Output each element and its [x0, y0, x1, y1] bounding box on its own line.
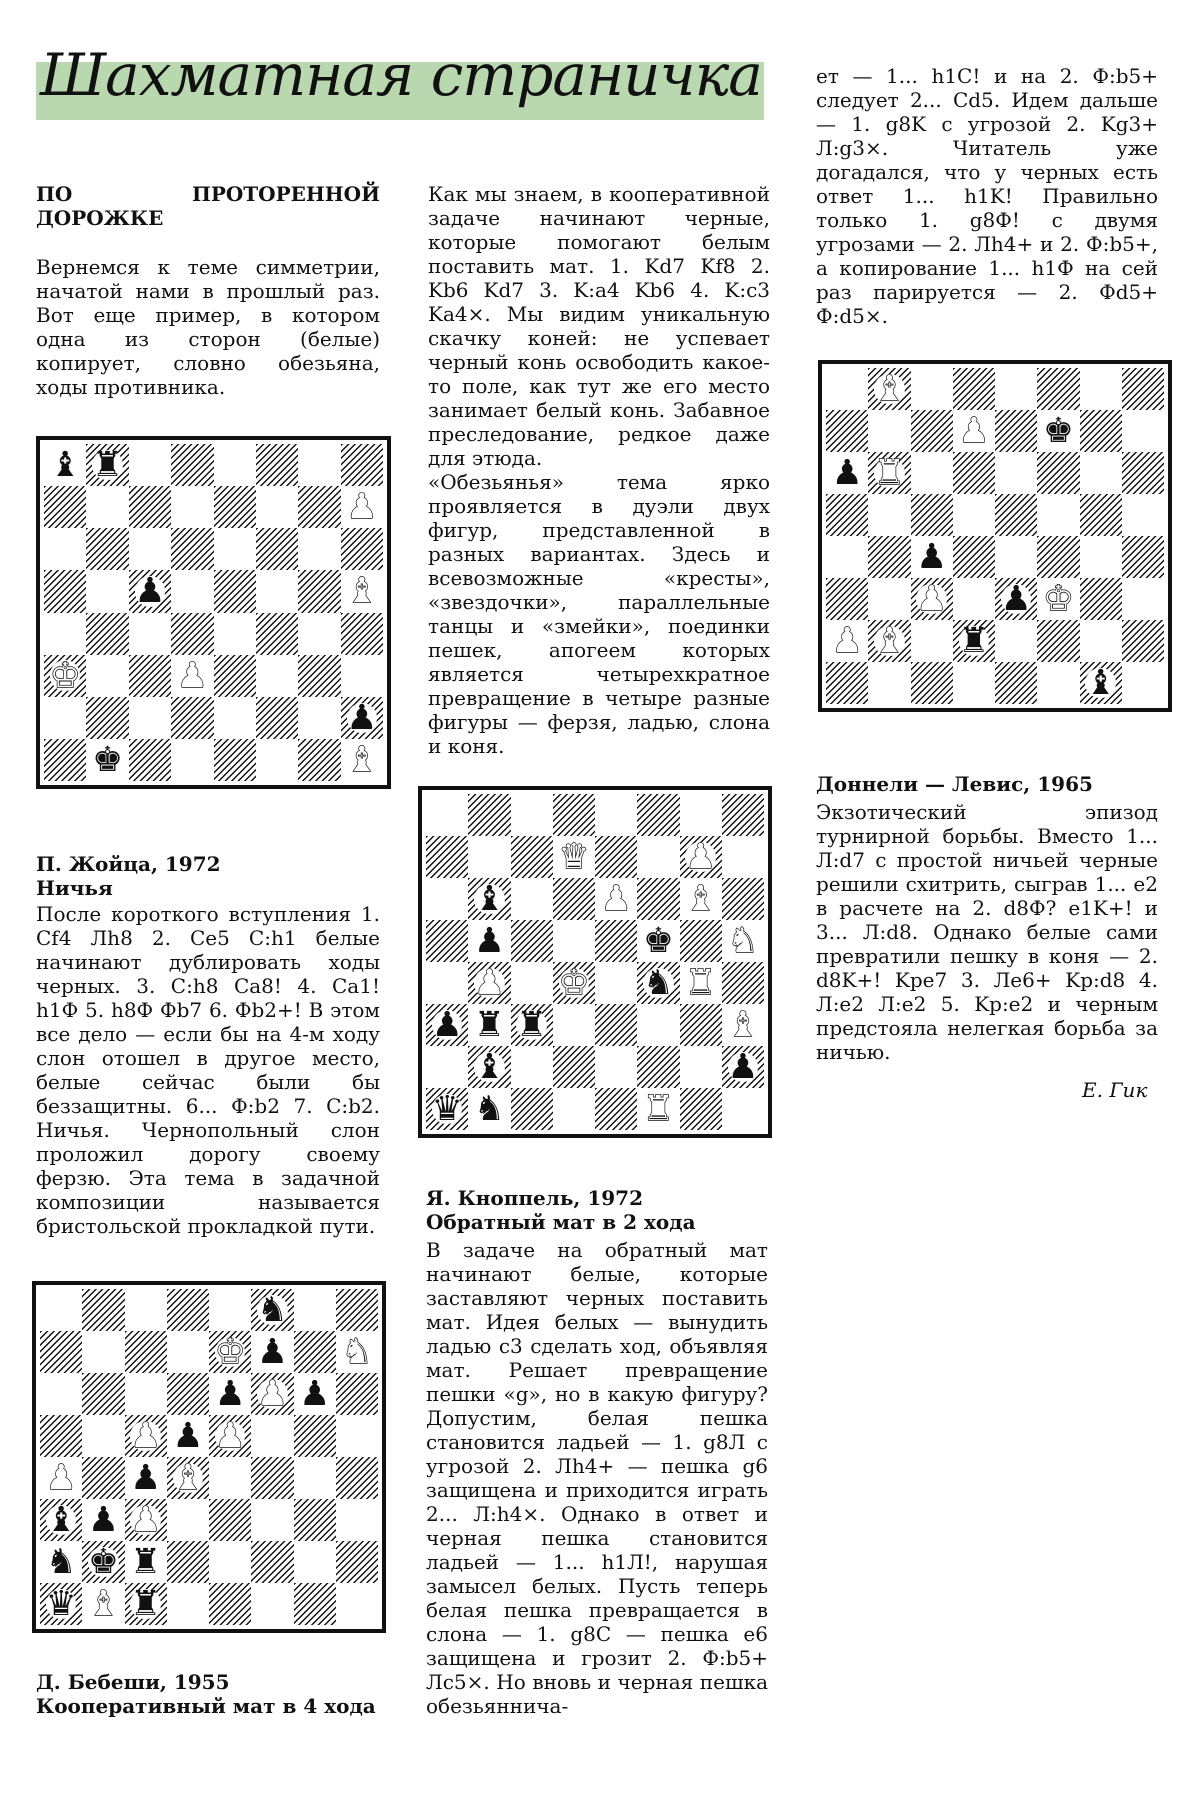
white-pawn-h7-icon: ♟ — [346, 487, 378, 528]
chess-board-knoppel — [418, 786, 772, 1138]
white-pawn-e6-icon: ♟ — [600, 879, 632, 919]
author-signature: Е. Гик — [1082, 1078, 1148, 1102]
square-g3 — [298, 655, 340, 697]
white-king-d4-icon: ♚ — [558, 963, 590, 1003]
chess-board-bebeshi — [32, 1281, 386, 1633]
caption-author-bebeshi: Д. Бебеши, 1955 — [36, 1670, 230, 1694]
white-pawn-a2-icon: ♟ — [831, 621, 863, 661]
square-b6 — [86, 528, 128, 570]
white-bishop-b1-icon: ♝ — [87, 1584, 119, 1624]
square-b3 — [868, 578, 910, 620]
square-e3 — [595, 1004, 637, 1046]
square-a5 — [426, 920, 468, 962]
square-h8 — [1122, 368, 1164, 410]
square-d6 — [167, 1373, 209, 1415]
black-pawn-b3-icon: ♟ — [87, 1500, 119, 1540]
square-d3 — [953, 578, 995, 620]
square-b4 — [86, 613, 128, 655]
black-knight-b1-icon: ♞ — [473, 1089, 505, 1129]
square-e5 — [995, 494, 1037, 536]
square-a1 — [826, 662, 868, 704]
square-b4 — [82, 1457, 124, 1499]
white-pawn-a4-icon: ♟ — [45, 1458, 77, 1498]
square-g3 — [1080, 578, 1122, 620]
black-pawn-f7-icon: ♟ — [256, 1332, 288, 1372]
square-e2 — [209, 1541, 251, 1583]
square-d3 — [553, 1004, 595, 1046]
square-c6 — [511, 878, 553, 920]
square-a8 — [426, 794, 468, 836]
square-h3 — [341, 655, 383, 697]
square-c8 — [511, 794, 553, 836]
square-e8 — [995, 368, 1037, 410]
square-d1 — [167, 1583, 209, 1625]
square-h6 — [341, 528, 383, 570]
square-g5 — [680, 920, 722, 962]
square-f3 — [256, 655, 298, 697]
square-e6 — [995, 452, 1037, 494]
square-h8 — [722, 794, 764, 836]
square-e8 — [595, 794, 637, 836]
white-pawn-c5-icon: ♟ — [130, 1416, 162, 1456]
square-e5 — [595, 920, 637, 962]
square-f1 — [1037, 662, 1079, 704]
square-d6 — [171, 528, 213, 570]
square-f8 — [256, 444, 298, 486]
square-d3 — [167, 1499, 209, 1541]
square-c1 — [129, 739, 171, 781]
square-d4 — [171, 613, 213, 655]
square-a7 — [40, 1331, 82, 1373]
white-king-e7-icon: ♚ — [214, 1332, 246, 1372]
black-bishop-b2-icon: ♝ — [473, 1047, 505, 1087]
square-a5 — [826, 494, 868, 536]
square-d5 — [953, 494, 995, 536]
chess-board-donnelly — [818, 360, 1172, 712]
white-bishop-h3-icon: ♝ — [727, 1005, 759, 1045]
square-a5 — [40, 1415, 82, 1457]
square-e8 — [214, 444, 256, 486]
square-a7 — [44, 486, 86, 528]
square-g6 — [298, 528, 340, 570]
white-bishop-h5-icon: ♝ — [346, 571, 378, 612]
square-c8 — [129, 444, 171, 486]
square-c5 — [511, 920, 553, 962]
square-e1 — [214, 739, 256, 781]
square-a5 — [44, 570, 86, 612]
square-g4 — [294, 1457, 336, 1499]
square-e1 — [209, 1583, 251, 1625]
black-rook-c2-icon: ♜ — [130, 1542, 162, 1582]
square-f2 — [251, 1541, 293, 1583]
square-g5 — [1080, 494, 1122, 536]
white-king-f3-icon: ♚ — [1042, 579, 1074, 619]
square-b5 — [82, 1415, 124, 1457]
square-a4 — [44, 613, 86, 655]
square-e6 — [214, 528, 256, 570]
caption-author-zhoica: П. Жойца, 1972 — [36, 852, 221, 876]
square-h5 — [1122, 494, 1164, 536]
white-queen-d7-icon: ♛ — [558, 837, 590, 877]
black-queen-a1-icon: ♛ — [431, 1089, 463, 1129]
square-f3 — [251, 1499, 293, 1541]
square-f6 — [256, 528, 298, 570]
square-f2 — [637, 1046, 679, 1088]
white-pawn-c3-icon: ♟ — [130, 1500, 162, 1540]
square-b8 — [82, 1289, 124, 1331]
square-c1 — [911, 662, 953, 704]
square-e7 — [995, 410, 1037, 452]
square-c3 — [129, 655, 171, 697]
square-f6 — [637, 878, 679, 920]
black-knight-f4-icon: ♞ — [642, 963, 674, 1003]
square-c2 — [129, 697, 171, 739]
square-h7 — [1122, 410, 1164, 452]
black-pawn-a6-icon: ♟ — [831, 453, 863, 493]
square-b7 — [868, 410, 910, 452]
square-c4 — [129, 613, 171, 655]
white-bishop-g6-icon: ♝ — [685, 879, 717, 919]
square-c6 — [911, 452, 953, 494]
square-b2 — [86, 697, 128, 739]
square-e8 — [209, 1289, 251, 1331]
square-b8 — [468, 794, 510, 836]
white-pawn-g7-icon: ♟ — [685, 837, 717, 877]
square-c1 — [511, 1088, 553, 1130]
square-e7 — [214, 486, 256, 528]
square-c8 — [125, 1289, 167, 1331]
page-title: Шахматная страничка — [40, 41, 762, 109]
square-d1 — [553, 1088, 595, 1130]
square-h6 — [1122, 452, 1164, 494]
square-f5 — [256, 570, 298, 612]
black-pawn-d5-icon: ♟ — [172, 1416, 204, 1456]
square-a2 — [426, 1046, 468, 1088]
black-king-f5-icon: ♚ — [642, 921, 674, 961]
square-d7 — [167, 1331, 209, 1373]
black-pawn-c4-icon: ♟ — [130, 1458, 162, 1498]
square-g1 — [680, 1088, 722, 1130]
black-pawn-g6-icon: ♟ — [299, 1374, 331, 1414]
white-pawn-f6-icon: ♟ — [256, 1374, 288, 1414]
square-a3 — [826, 578, 868, 620]
square-f1 — [251, 1583, 293, 1625]
square-e3 — [209, 1499, 251, 1541]
square-b3 — [86, 655, 128, 697]
black-knight-f8-icon: ♞ — [256, 1290, 288, 1330]
square-g1 — [298, 739, 340, 781]
square-c2 — [511, 1046, 553, 1088]
square-f8 — [1037, 368, 1079, 410]
square-g7 — [1080, 410, 1122, 452]
square-d2 — [167, 1541, 209, 1583]
board-grid — [426, 794, 764, 1130]
square-h1 — [336, 1583, 378, 1625]
square-c7 — [911, 410, 953, 452]
square-c5 — [911, 494, 953, 536]
square-e1 — [595, 1088, 637, 1130]
square-g6 — [1080, 452, 1122, 494]
square-f5 — [1037, 494, 1079, 536]
square-a8 — [40, 1289, 82, 1331]
white-king-a3-icon: ♚ — [49, 655, 81, 696]
square-h6 — [722, 878, 764, 920]
black-bishop-b6-icon: ♝ — [473, 879, 505, 919]
square-f2 — [1037, 620, 1079, 662]
square-g5 — [294, 1415, 336, 1457]
board-grid — [40, 1289, 378, 1625]
square-d7 — [171, 486, 213, 528]
square-g3 — [294, 1499, 336, 1541]
square-d8 — [953, 368, 995, 410]
square-b7 — [468, 836, 510, 878]
square-g8 — [298, 444, 340, 486]
square-e7 — [595, 836, 637, 878]
white-bishop-h1-icon: ♝ — [346, 739, 378, 780]
white-pawn-c3-icon: ♟ — [916, 579, 948, 619]
square-h4 — [336, 1457, 378, 1499]
square-g4 — [298, 613, 340, 655]
white-pawn-d7-icon: ♟ — [958, 411, 990, 451]
square-a7 — [426, 836, 468, 878]
square-g2 — [294, 1541, 336, 1583]
square-g2 — [680, 1046, 722, 1088]
problem-text-zhoica: После короткого вступления 1. Cf4 Лh8 2. Ce5 C:h1 белые начинают дублировать ходы черных. 3. C:h8 Ca8! 4. Ca1! h1Ф 5. h8Ф Фb7 6. Фb2+! В этом все дело — если бы на 4-м ходу слон отошел в другое место, белые сейчас были бы беззащитны. 6... Ф:b2 7. C:b2. Ничья. Чернопольный слон проложил дорогу своему ферзю. Эта тема в задачной композиции называется бристольской прокладкой пути. — [36, 902, 380, 1238]
square-a2 — [44, 697, 86, 739]
black-queen-a1-icon: ♛ — [45, 1584, 77, 1624]
problem-text-knoppel-part2: ет — 1... h1C! и на 2. Ф:b5+ следует 2... Cd5. Идем дальше — 1. g8K с угрозой 2. Kg3+ Л:g3×. Читатель уже догадался, что у черных есть ответ 1... h1K! Правильно только 1. g8Ф! с двумя угрозами — 2. Лh4+ и 2. Ф:b5+, а копирование 1... h1Ф на сей раз парируется — 2. Фd5+ Ф:d5×. — [816, 64, 1158, 328]
black-king-b1-icon: ♚ — [92, 739, 124, 780]
square-d4 — [953, 536, 995, 578]
square-d6 — [953, 452, 995, 494]
square-b7 — [86, 486, 128, 528]
square-h8 — [341, 444, 383, 486]
black-pawn-c4-icon: ♟ — [916, 537, 948, 577]
black-rook-c1-icon: ♜ — [130, 1584, 162, 1624]
square-a8 — [826, 368, 868, 410]
square-g4 — [1080, 536, 1122, 578]
white-bishop-d4-icon: ♝ — [172, 1458, 204, 1498]
black-pawn-b5-icon: ♟ — [473, 921, 505, 961]
square-g8 — [294, 1289, 336, 1331]
square-d1 — [171, 739, 213, 781]
square-d5 — [171, 570, 213, 612]
square-e4 — [214, 613, 256, 655]
black-rook-b3-icon: ♜ — [473, 1005, 505, 1045]
square-c7 — [125, 1331, 167, 1373]
black-knight-a2-icon: ♞ — [45, 1542, 77, 1582]
article-title: ПО ПРОТОРЕННОЙ ДОРОЖКЕ — [36, 182, 380, 230]
white-rook-b6-icon: ♜ — [873, 453, 905, 493]
square-f8 — [637, 794, 679, 836]
square-d8 — [553, 794, 595, 836]
square-g2 — [1080, 620, 1122, 662]
square-h4 — [341, 613, 383, 655]
square-h8 — [336, 1289, 378, 1331]
square-a1 — [44, 739, 86, 781]
square-f2 — [256, 697, 298, 739]
square-d5 — [553, 920, 595, 962]
square-g2 — [298, 697, 340, 739]
square-g3 — [680, 1004, 722, 1046]
white-pawn-d3-icon: ♟ — [176, 655, 208, 696]
square-h1 — [1122, 662, 1164, 704]
square-f4 — [1037, 536, 1079, 578]
square-e1 — [995, 662, 1037, 704]
board-grid — [826, 368, 1164, 704]
square-d8 — [167, 1289, 209, 1331]
square-a6 — [426, 878, 468, 920]
black-pawn-e3-icon: ♟ — [1000, 579, 1032, 619]
square-h5 — [336, 1415, 378, 1457]
square-h3 — [336, 1499, 378, 1541]
square-b1 — [868, 662, 910, 704]
square-g1 — [294, 1583, 336, 1625]
black-rook-d2-icon: ♜ — [958, 621, 990, 661]
square-c4 — [511, 962, 553, 1004]
square-e2 — [995, 620, 1037, 662]
square-g8 — [680, 794, 722, 836]
square-h4 — [722, 962, 764, 1004]
caption-task-zhoica: Ничья — [36, 876, 113, 900]
white-knight-h7-icon: ♞ — [341, 1332, 373, 1372]
square-f1 — [256, 739, 298, 781]
board-grid — [44, 444, 383, 781]
square-f7 — [637, 836, 679, 878]
white-pawn-e5-icon: ♟ — [214, 1416, 246, 1456]
square-e5 — [214, 570, 256, 612]
square-b5 — [868, 494, 910, 536]
white-pawn-b4-icon: ♟ — [473, 963, 505, 1003]
square-f6 — [1037, 452, 1079, 494]
black-rook-c3-icon: ♜ — [516, 1005, 548, 1045]
square-h6 — [336, 1373, 378, 1415]
square-d2 — [553, 1046, 595, 1088]
square-h1 — [722, 1088, 764, 1130]
square-h3 — [1122, 578, 1164, 620]
caption-task-bebeshi: Кооперативный мат в 4 хода — [36, 1694, 376, 1718]
square-e4 — [995, 536, 1037, 578]
problem-text-donnelly: Экзотический эпизод турнирной борьбы. Вместо 1... Л:d7 с простой ничьей черные решили схитрить, сыграв 1... e2 в расчете на 2. d8Ф? e1K+! и 3... Л:d8. Однако белые сами превратили пешку в коня — 2. d8K+! Kpe7 3. Лe6+ Kp:d8 4. Л:e2 Л:e2 5. Kp:e2 и черным предстояла нелегкая борьба за ничью. — [816, 800, 1158, 1064]
white-knight-h5-icon: ♞ — [727, 921, 759, 961]
square-h4 — [1122, 536, 1164, 578]
black-bishop-g1-icon: ♝ — [1085, 663, 1117, 703]
black-pawn-e6-icon: ♟ — [214, 1374, 246, 1414]
caption-author-donnelly: Доннели — Левис, 1965 — [816, 772, 1093, 796]
square-f7 — [256, 486, 298, 528]
square-c7 — [129, 486, 171, 528]
square-c2 — [911, 620, 953, 662]
square-g5 — [298, 570, 340, 612]
square-h7 — [722, 836, 764, 878]
white-rook-f1-icon: ♜ — [642, 1089, 674, 1129]
square-f4 — [251, 1457, 293, 1499]
white-bishop-b2-icon: ♝ — [873, 621, 905, 661]
black-pawn-c5-icon: ♟ — [134, 571, 166, 612]
chess-board-zhoica — [36, 436, 391, 789]
square-a6 — [40, 1373, 82, 1415]
square-c6 — [125, 1373, 167, 1415]
white-rook-g4-icon: ♜ — [685, 963, 717, 1003]
square-a6 — [44, 528, 86, 570]
square-d6 — [553, 878, 595, 920]
square-d2 — [171, 697, 213, 739]
square-e2 — [214, 697, 256, 739]
square-g7 — [298, 486, 340, 528]
square-b4 — [868, 536, 910, 578]
problem-text-bebeshi: Как мы знаем, в кооперативной задаче начинают черные, которые помогают белым поставить мат. 1. Kd7 Kf8 2. Kb6 Kd7 3. K:a4 Kb6 4. K:c3 Ka4×. Мы видим уникальную скачку коней: не успевает черный конь освободить какое-то поле, как тут же его место занимает белый конь. Забавное преследование, редкое даже для этюда. «Обезьянья» тема ярко проявляется в дуэли двух фигур, представленной в разных вариантах. Здесь и всевозможные «кресты», «звездочки», параллельные танцы и «змейки», поединки пешек, апогеем которых является четырехкратное превращение в четыре разные фигуры — ферзя, ладью, слона и коня. — [428, 182, 770, 758]
white-bishop-b8-icon: ♝ — [873, 369, 905, 409]
square-f3 — [637, 1004, 679, 1046]
problem-text-knoppel-part1: В задаче на обратный мат начинают белые, которые заставляют черных поставить мат. Идея белых — вынудить ладью c3 сделать ход, объявляя мат. Решает превращение пешки «g», но в какую фигуру? Допустим, белая пешка становится ладьей — 1. g8Л с угрозой 2. Лh4+ — пешка g6 защищена и приходится играть 2... Л:h4×. Однако в ответ и черная пешка становится ладьей — 1... h1Л!, нарушая замысел белых. Пусть теперь белая пешка превращается в слона — 1. g8C — пешка e6 защищена и грозит 2. Ф:b5+ Лc5×. Но вновь и черная пешка обезьяннича- — [426, 1238, 768, 1718]
square-g8 — [1080, 368, 1122, 410]
square-g7 — [294, 1331, 336, 1373]
square-f4 — [256, 613, 298, 655]
square-e4 — [209, 1457, 251, 1499]
square-h2 — [336, 1541, 378, 1583]
black-pawn-a3-icon: ♟ — [431, 1005, 463, 1045]
caption-author-knoppel: Я. Кноппель, 1972 — [426, 1186, 644, 1210]
square-h2 — [1122, 620, 1164, 662]
black-king-f7-icon: ♚ — [1042, 411, 1074, 451]
square-e2 — [595, 1046, 637, 1088]
square-d1 — [953, 662, 995, 704]
black-king-b2-icon: ♚ — [87, 1542, 119, 1582]
square-c6 — [129, 528, 171, 570]
square-d8 — [171, 444, 213, 486]
square-f5 — [251, 1415, 293, 1457]
square-c7 — [511, 836, 553, 878]
square-c8 — [911, 368, 953, 410]
square-e3 — [214, 655, 256, 697]
square-a4 — [826, 536, 868, 578]
black-bishop-a8-icon: ♝ — [49, 445, 81, 485]
square-a4 — [426, 962, 468, 1004]
square-e4 — [595, 962, 637, 1004]
caption-task-knoppel: Обратный мат в 2 хода — [426, 1210, 696, 1234]
square-b5 — [86, 570, 128, 612]
black-pawn-h2-icon: ♟ — [727, 1047, 759, 1087]
black-rook-b8-icon: ♜ — [92, 445, 124, 485]
article-intro: Вернемся к теме симметрии, начатой нами в прошлый раз. Вот еще пример, в котором одна из сторон (белые) копирует, словно обезьяна, ходы противника. — [36, 255, 380, 399]
square-a7 — [826, 410, 868, 452]
square-b7 — [82, 1331, 124, 1373]
square-b6 — [82, 1373, 124, 1415]
black-bishop-a3-icon: ♝ — [45, 1500, 77, 1540]
black-pawn-h2-icon: ♟ — [346, 697, 378, 738]
